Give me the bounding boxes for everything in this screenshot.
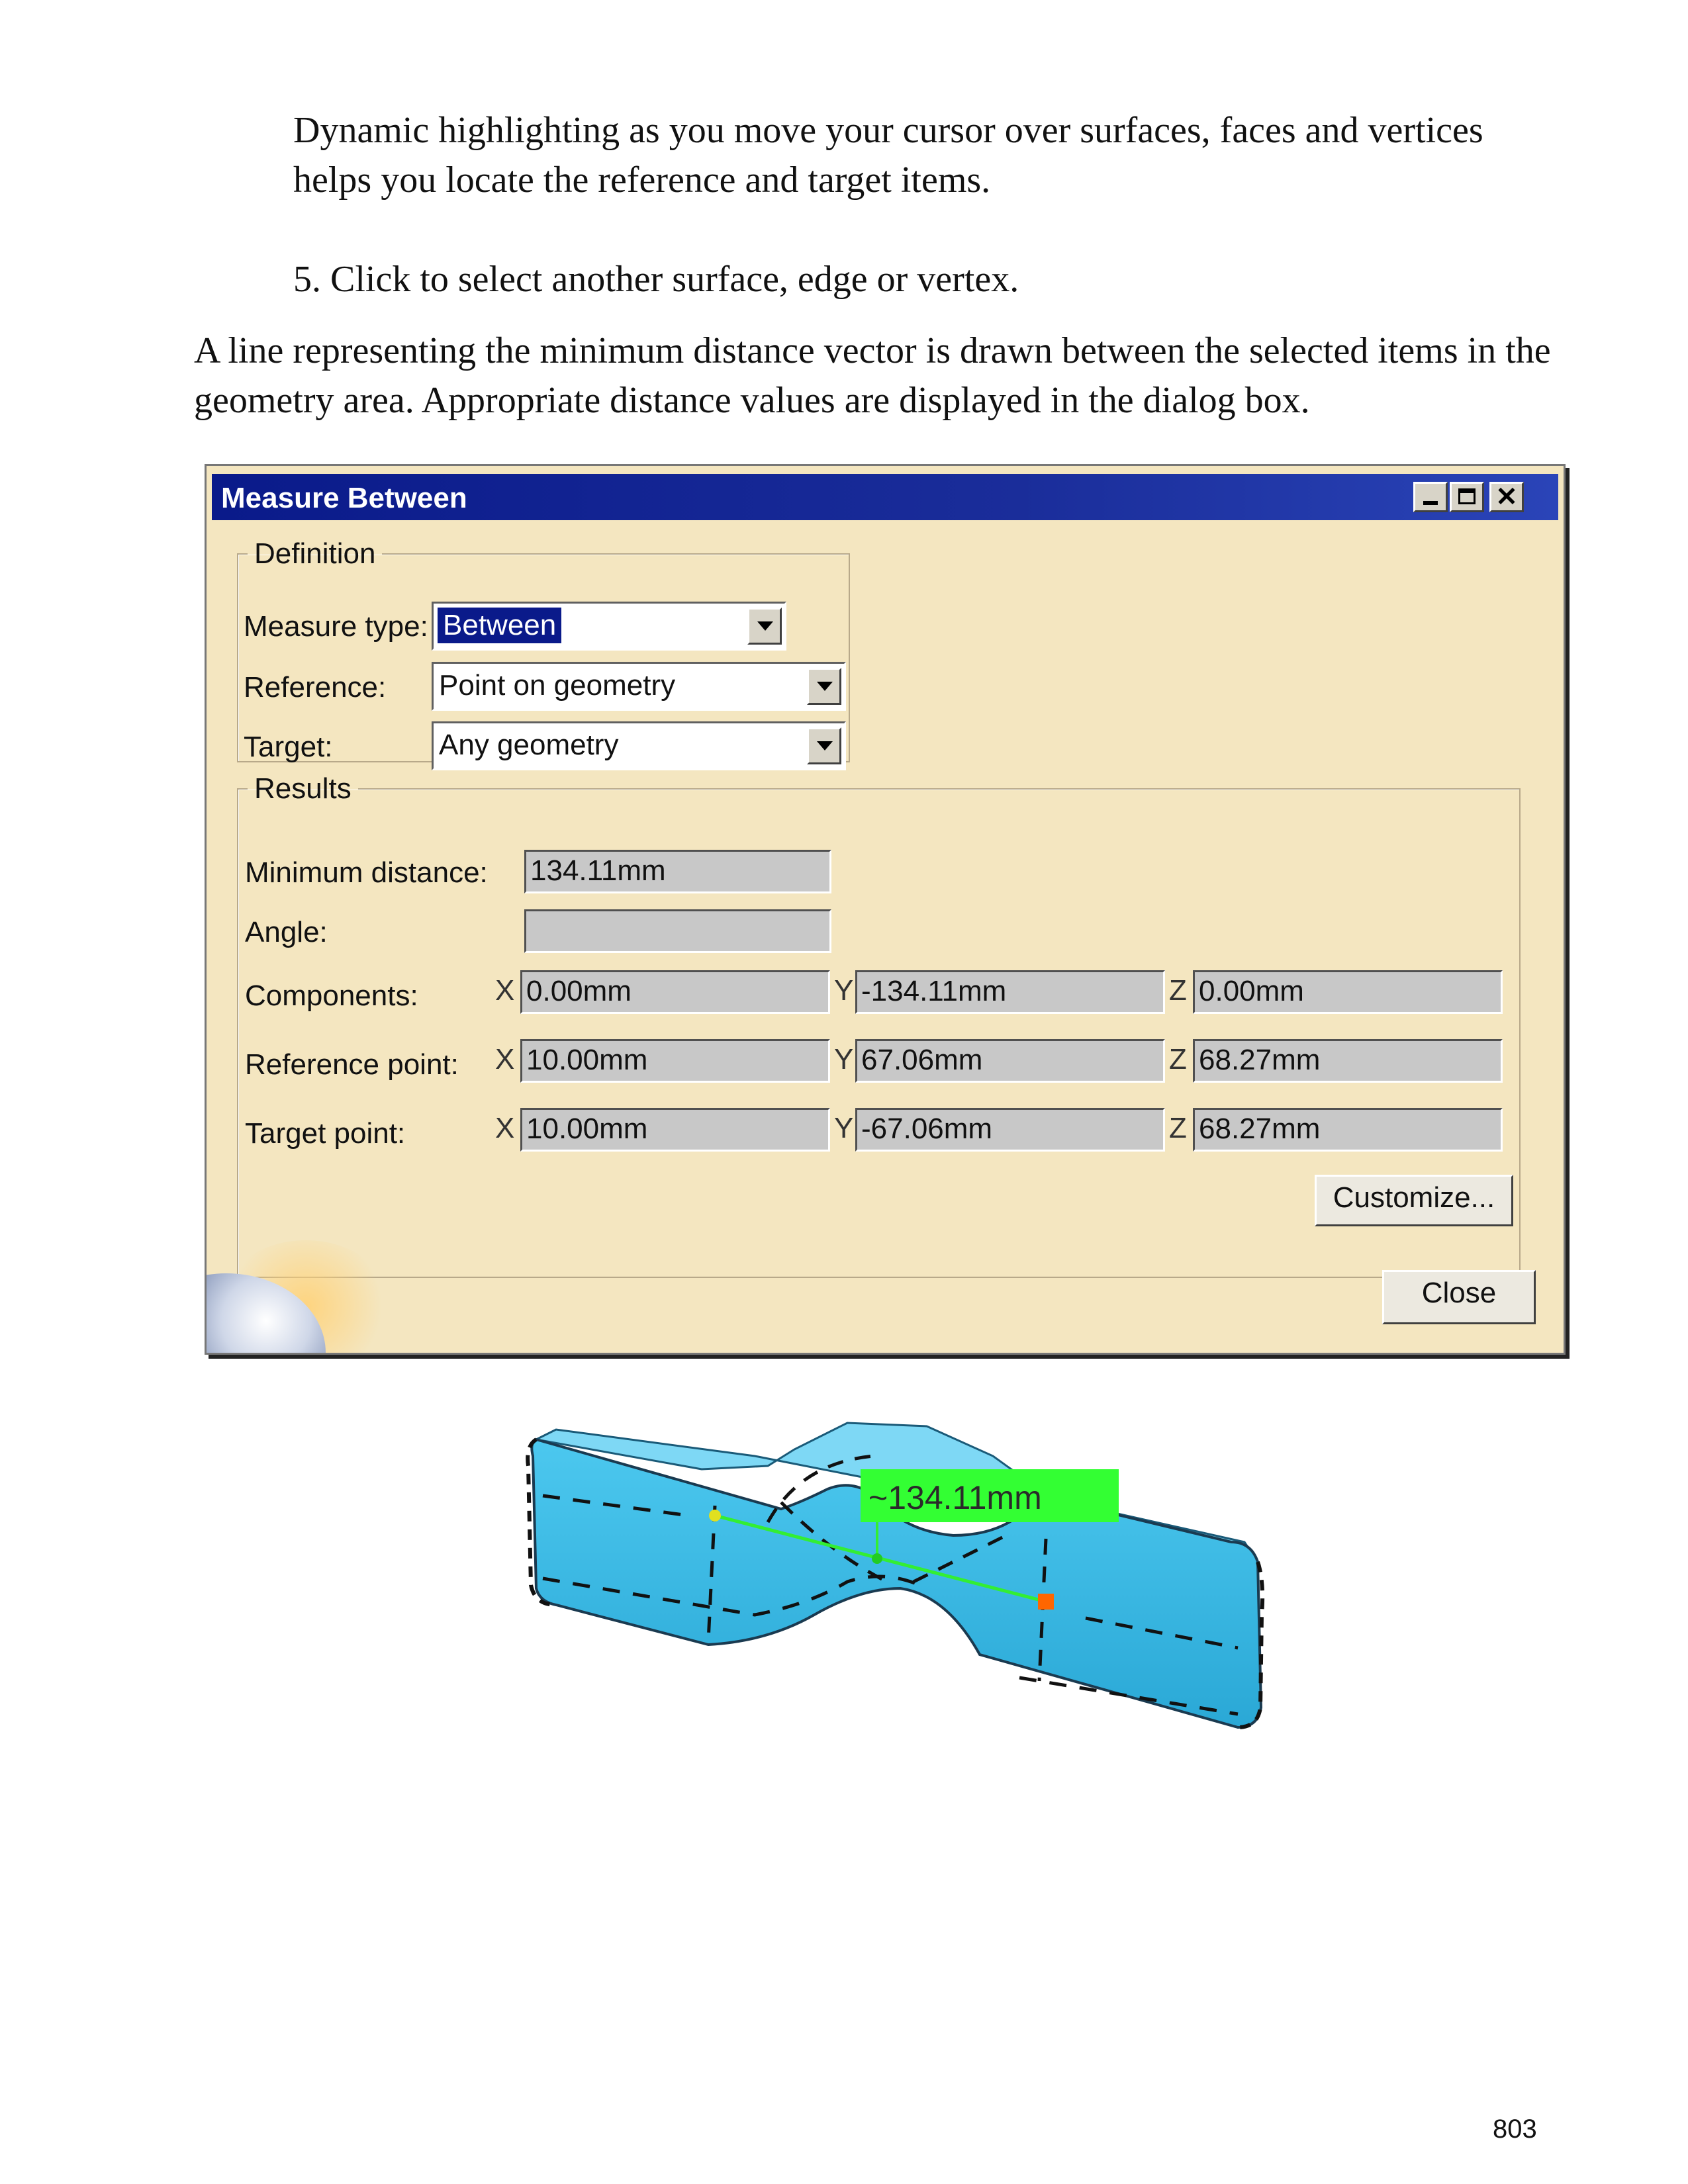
page-number: 803: [1493, 2115, 1537, 2144]
reference-point-x-axis-label: X: [495, 1043, 515, 1075]
reference-label: Reference:: [244, 671, 387, 704]
title-close-button[interactable]: [1489, 482, 1524, 512]
target-point-x-field: 10.00mm: [520, 1108, 830, 1152]
components-label: Components:: [245, 979, 418, 1012]
components-y-axis-label: Y: [834, 974, 854, 1007]
close-icon: ✕: [1495, 482, 1518, 512]
target-point-x-axis-label: X: [495, 1112, 515, 1144]
measure-type-value: Between: [438, 608, 561, 643]
reference-point-y-axis-label: Y: [834, 1043, 854, 1075]
part-geometry-view: [516, 1416, 1278, 1800]
target-value: Any geometry: [439, 729, 619, 761]
components-z-axis-label: Z: [1169, 974, 1187, 1007]
distance-label: ~134.11mm: [868, 1479, 1042, 1516]
reference-point-marker: [709, 1510, 721, 1522]
target-point-marker: [1038, 1594, 1054, 1610]
measure-type-select[interactable]: [432, 602, 786, 651]
definition-legend: Definition: [254, 537, 376, 570]
reference-select[interactable]: [432, 662, 846, 711]
angle-field: [524, 909, 831, 953]
reference-point-z-axis-label: Z: [1169, 1043, 1187, 1075]
target-select[interactable]: [432, 721, 846, 770]
angle-label: Angle:: [245, 916, 328, 948]
intro-paragraph: Dynamic highlighting as you move your cursor over surfaces, faces and vertices helps you locate the reference and target items.: [293, 110, 1483, 201]
target-point-y-axis-label: Y: [834, 1112, 854, 1144]
results-legend: Results: [254, 772, 352, 805]
target-point-z-axis-label: Z: [1169, 1112, 1187, 1144]
vector-midpoint-marker: [872, 1553, 882, 1564]
measure-between-dialog: [205, 464, 1566, 1355]
minimize-icon: [1423, 501, 1438, 505]
result-description-paragraph: A line representing the minimum distance vector is drawn between the selected items in the geometry area. Appropriate distance values are displayed in the dialog box.: [194, 330, 1551, 421]
reference-point-x-field: 10.00mm: [520, 1039, 830, 1083]
minimize-button[interactable]: [1413, 482, 1448, 512]
chevron-down-icon[interactable]: [807, 668, 841, 705]
minimum-distance-label: Minimum distance:: [245, 856, 488, 889]
components-x-axis-label: X: [495, 974, 515, 1007]
measure-type-label: Measure type:: [244, 610, 428, 643]
chevron-down-icon[interactable]: [747, 608, 782, 645]
part-body: [528, 1423, 1262, 1727]
customize-button[interactable]: Customize...: [1315, 1175, 1513, 1226]
chevron-down-icon[interactable]: [807, 727, 841, 764]
dialog-title-bar[interactable]: [212, 474, 1558, 520]
reference-point-y-field: 67.06mm: [855, 1039, 1165, 1083]
components-x-field: 0.00mm: [520, 970, 830, 1014]
target-label: Target:: [244, 731, 333, 763]
step-5-instruction: 5. Click to select another surface, edge or vertex.: [293, 259, 1019, 300]
minimum-distance-field: 134.11mm: [524, 850, 831, 893]
components-z-field: 0.00mm: [1193, 970, 1503, 1014]
components-y-field: -134.11mm: [855, 970, 1165, 1014]
reference-point-label: Reference point:: [245, 1048, 459, 1081]
target-point-y-field: -67.06mm: [855, 1108, 1165, 1152]
maximize-icon: [1458, 488, 1476, 504]
dialog-title: Measure Between: [221, 482, 467, 514]
maximize-button[interactable]: [1450, 482, 1484, 512]
target-point-z-field: 68.27mm: [1193, 1108, 1503, 1152]
target-point-label: Target point:: [245, 1117, 406, 1150]
reference-point-z-field: 68.27mm: [1193, 1039, 1503, 1083]
reference-value: Point on geometry: [439, 669, 676, 702]
close-button[interactable]: Close: [1382, 1270, 1536, 1324]
